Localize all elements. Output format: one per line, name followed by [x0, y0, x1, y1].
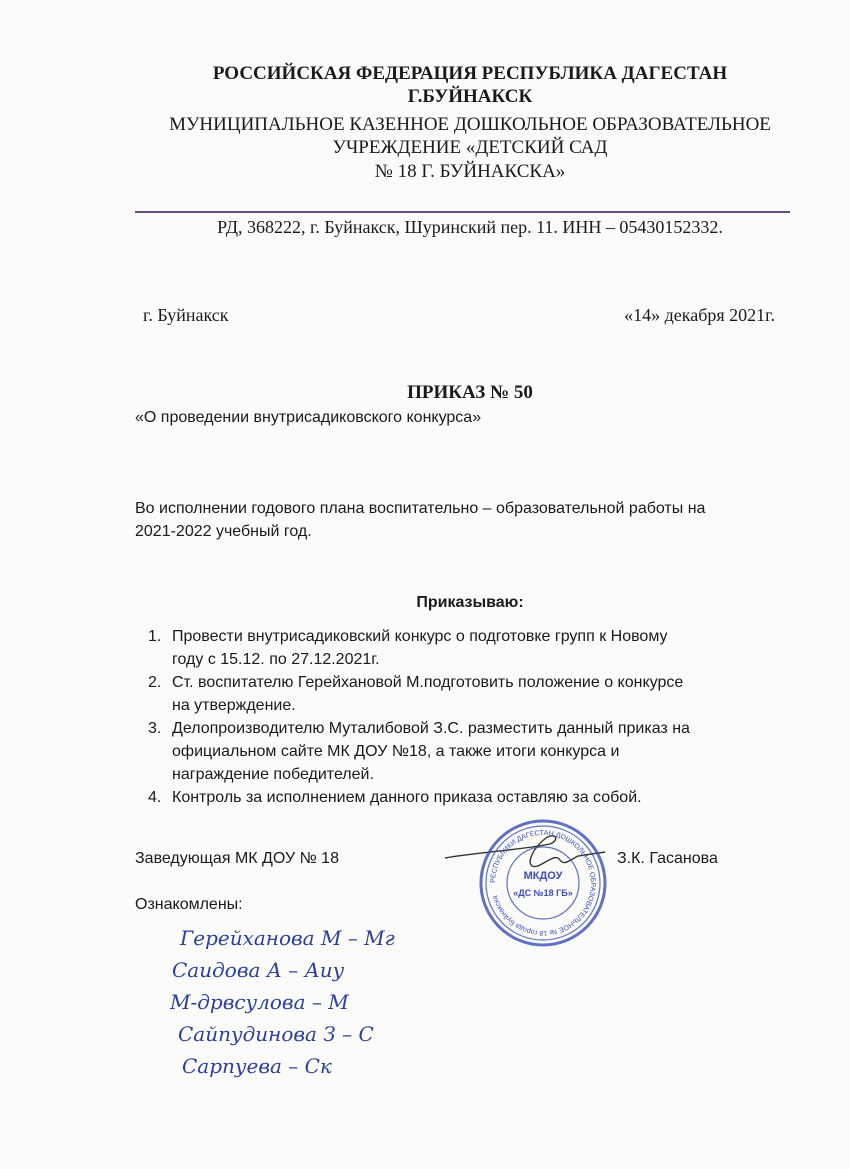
handwritten-signature: Герейханова М – Мг [180, 926, 395, 950]
signature-name: З.К. Гасанова [617, 850, 718, 867]
acquainted-label: Ознакомлены: [135, 896, 243, 913]
item-line: Провести внутрисадиковский конкурс о подготовке групп к Новому [172, 628, 668, 645]
order-title: ПРИКАЗ № 50 [407, 382, 533, 403]
order-subject: «О проведении внутрисадиковского конкурса» [135, 409, 482, 426]
header-line-5: № 18 Г. БУЙНАКСКА» [374, 161, 566, 182]
item-line: награждение победителей. [172, 766, 374, 783]
item-line: Делопроизводителю Муталибовой З.С. разместить данный приказ на [172, 720, 690, 737]
item-line: Контроль за исполнением данного приказа оставляю за собой. [172, 789, 642, 806]
list-item [148, 786, 838, 809]
header-line-4: УЧРЕЖДЕНИЕ «ДЕТСКИЙ САД [332, 137, 608, 158]
handwritten-signature: Сарпуева – Ск [182, 1054, 332, 1078]
header-line-1: РОССИЙСКАЯ ФЕДЕРАЦИЯ РЕСПУБЛИКА ДАГЕСТАН [212, 63, 728, 84]
stamp-text-1: МКДОУ [523, 870, 563, 882]
item-line: Ст. воспитателю Герейхановой М.подготовить положение о конкурсе [172, 674, 684, 691]
order-list [148, 625, 838, 809]
list-item [148, 625, 838, 671]
header-divider [135, 211, 790, 213]
handwritten-signature: М-дрвсулова – М [170, 990, 349, 1014]
header-line-3: МУНИЦИПАЛЬНОЕ КАЗЕННОЕ ДОШКОЛЬНОЕ ОБРАЗОВАТЕЛЬНОЕ [169, 114, 771, 135]
item-line: на утверждение. [172, 697, 296, 714]
handwritten-signature: Сайпудинова З – С [178, 1022, 374, 1046]
address: РД, 368222, г. Буйнакск, Шуринский пер. 11. ИНН – 05430152332. [217, 217, 723, 237]
item-number: 4. [148, 789, 162, 806]
city: г. Буйнакск [143, 305, 229, 325]
item-number: 3. [148, 720, 162, 737]
signature-position: Заведующая МК ДОУ № 18 [135, 850, 339, 867]
official-stamp [478, 818, 608, 948]
handwritten-signature: Саидова А – Аиу [172, 958, 345, 982]
handwritten-signatures [170, 925, 470, 1115]
order-word: Приказываю: [416, 594, 524, 611]
item-number: 1. [148, 628, 162, 645]
item-line: году с 15.12. по 27.12.2021г. [172, 651, 380, 668]
stamp-ring-text: РЕСПУБЛИКИ ДАГЕСТАН ДОШКОЛЬНОЕ ОБРАЗОВАТЕЛЬНОЕ № 18 города Буйнакска [489, 829, 597, 937]
header-line-2: Г.БУЙНАКСК [407, 86, 533, 107]
preamble-line-1: Во исполнении годового плана воспитательно – образовательной работы на [135, 500, 706, 517]
list-item [148, 717, 838, 786]
stamp-text-2: «ДС №18 ГБ» [513, 888, 573, 898]
item-number: 2. [148, 674, 162, 691]
item-line: официальном сайте МК ДОУ №18, а также итоги конкурса и [172, 743, 620, 760]
preamble-line-2: 2021-2022 учебный год. [135, 523, 312, 540]
list-item [148, 671, 838, 717]
date: «14» декабря 2021г. [624, 305, 775, 325]
